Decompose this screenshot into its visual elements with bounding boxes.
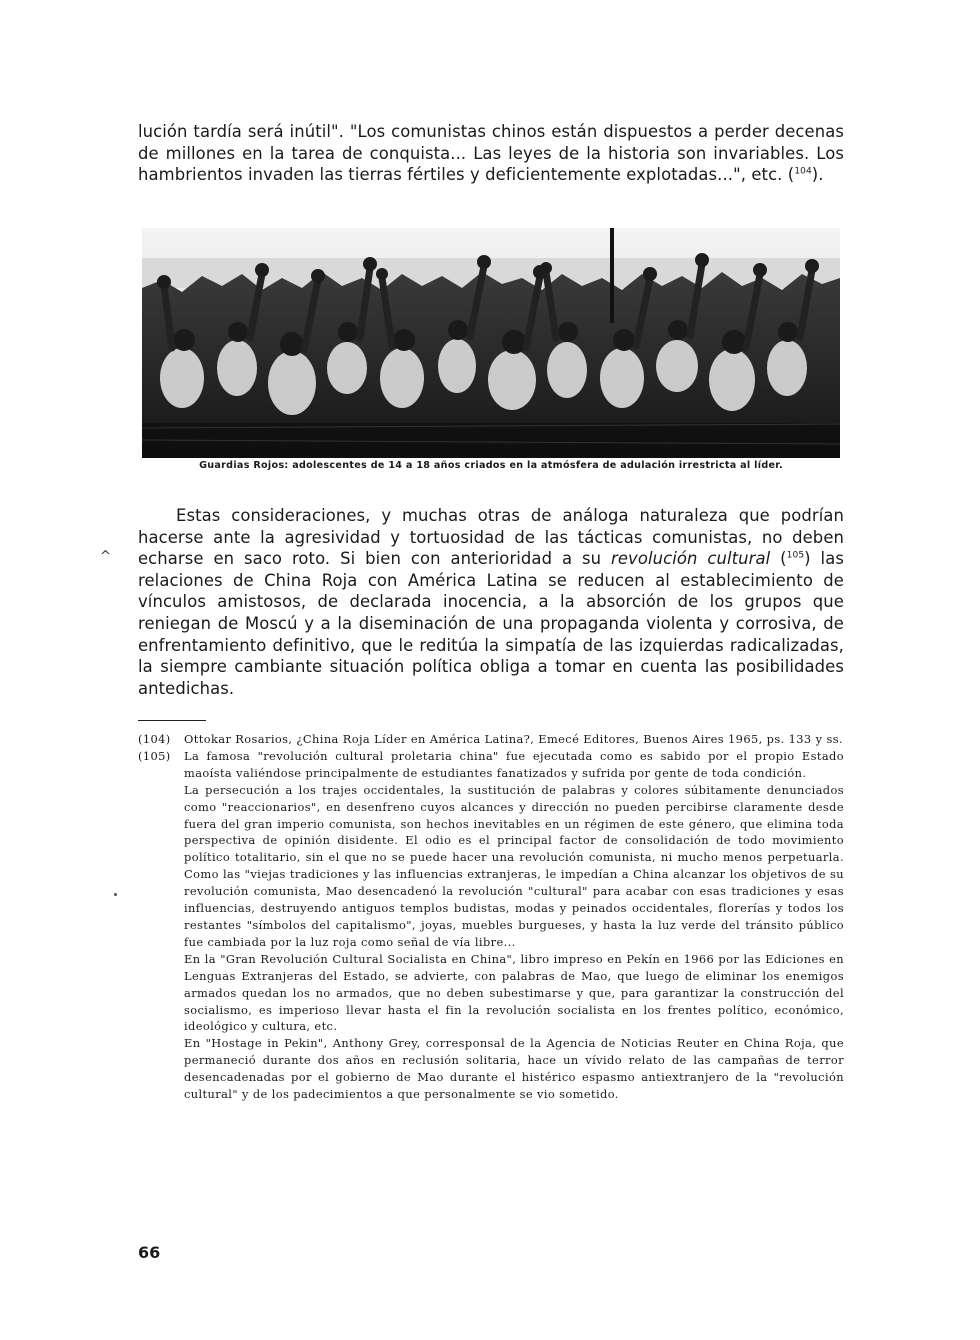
footnote-paragraph: En "Hostage in Pekin", Anthony Grey, corresponsal de la Agencia de Noticias Reuter en China Roja, que permaneció durante dos años en reclusión solitaria, hace un vívido relato de las campañas de terror desencadenadas por el gobierno de Mao durante el histérico espasmo antiextranjero de la "revolución cultural" y de los padecimientos a que personalmente se vio sometido. <box>184 1036 844 1102</box>
page-number: 66 <box>138 1243 161 1262</box>
footnote-number: (104) <box>138 732 171 746</box>
footnote-paragraph: Ottokar Rosarios, ¿China Roja Líder en América Latina?, Emecé Editores, Buenos Aires 1965, ps. 133 y ss. <box>184 732 843 746</box>
photo-red-guards-crowd <box>142 228 840 458</box>
footnote-paragraph: La persecución a los trajes occidentales, la sustitución de palabras y colores súbitamente denunciados como "reaccionarios", en desenfreno cuyos alcances y dirección no pueden percibirse claramente desde fuera del gran imperio comunista, son hechos inevitables en un régimen de este género, que elimina toda perspectiva de opinión disidente. El odio es el principal factor de consolidación de todo movimiento político totalitario, sin el que no se puede hacer una revolución comunista, ni mucho menos perpetuarla. Como las "viejas tradiciones y las influencias extranjeras, le impedían a China alcanzar los objetivos de su revolución comunista, Mao desencadenó la revolución "cultural" para acabar con esas tradiciones y esas influencias, destruyendo antiguos templos budistas, modas y peinados occidentales, florerías y todos los restantes "símbolos del capitalismo", joyas, muebles burgueses, y hasta la luz verde del tránsito público fue cambiada por la luz roja como señal de vía libre... <box>184 782 844 949</box>
footnotes <box>138 731 844 1103</box>
footnote-number: (105) <box>138 748 171 763</box>
paragraph-2-part2: las relaciones de China Roja con América Latina se reducen al establecimiento de vínculos amistosos, de declarada inocencia, a la absorción de los grupos que reniegan de Moscú y a la diseminación de una propaganda violenta y corrosiva, de enfrentamiento definitivo, que le reditúa la simpatía de las izquierdas radicalizadas, la siempre cambiante situación política obliga a tomar en cuenta las posibilidades antedichas. <box>138 549 844 698</box>
paragraph-2-part1: Estas consideraciones, y muchas otras de análoga naturaleza que podrían hacerse ante la agresividad y tortuosidad de las tácticas comunistas, no deben echarse en saco roto. Si bien con anterioridad a su <box>138 506 844 569</box>
footnote-paragraph: La famosa "revolución cultural proletaria china" fue ejecutada como es sabido por el propio Estado maoísta valiéndose principalmente de estudiantes fanatizados y sufrida por gente de toda condición. <box>184 748 844 780</box>
footnote-ref-104: 104 <box>794 166 812 177</box>
footnote-105 <box>138 748 844 1103</box>
photo-caption: Guardias Rojos: adolescentes de 14 a 18 años criados en la atmósfera de adulación irrestricta al líder. <box>199 460 783 471</box>
margin-mark: ^ <box>100 549 111 564</box>
paragraph-1-end: . <box>818 165 824 185</box>
body-paragraph-2: Estas consideraciones, y muchas otras de análoga naturaleza que podrían hacerse ante la agresividad y tortuosidad de las tácticas comunistas, no deben echarse en saco roto. Si bien con anterioridad a su revolución cultural ($^{105}$) las relaciones de China Roja con América Latina se reducen al establecimiento de vínculos amistosos, de declarada inocencia, a la absorción de los grupos que reniegan de Moscú y a la diseminación de una propaganda violenta y corrosiva, de enfrentamiento definitivo, que le reditúa la simpatía de las izquierdas radicalizadas, la siempre cambiante situación política obliga a tomar en cuenta las posibilidades antedichas. <box>138 506 844 698</box>
margin-dot <box>114 893 117 896</box>
footnote-ref-105: 105 <box>786 550 805 561</box>
footnote-104 <box>138 731 844 748</box>
paragraph-1-text: lución tardía será inútil". "Los comunistas chinos están dispuestos a perder decenas de millones en la tarea de conquista... Las leyes de la historia son invariables. Los hambrientos invaden las tierras fértiles y deficientemente explotadas...", etc. <box>138 122 844 185</box>
footnote-paragraph: En la "Gran Revolución Cultural Socialista en China", libro impreso en Pekín en 1966 por las Ediciones en Lenguas Extranjeras del Estado, se advierte, con palabras de Mao, que luego de eliminar los enemigos armados quedan los no armados, que no deben subestimarse y que, para garantizar la construcción del socialismo, es imperioso llevar hasta el fin la revolución socialista en los frentes político, económico, ideológico y cultura, etc. <box>184 951 844 1034</box>
footnote-separator <box>138 720 206 721</box>
paragraph-2-italic: revolución cultural <box>611 549 771 569</box>
body-paragraph-1: lución tardía será inútil". "Los comunistas chinos están dispuestos a perder decenas de millones en la tarea de conquista... Las leyes de la historia son invariables. Los hambrientos invaden las tierras fértiles y deficientemente explotadas...", etc. ($^{104}$). <box>138 122 844 185</box>
